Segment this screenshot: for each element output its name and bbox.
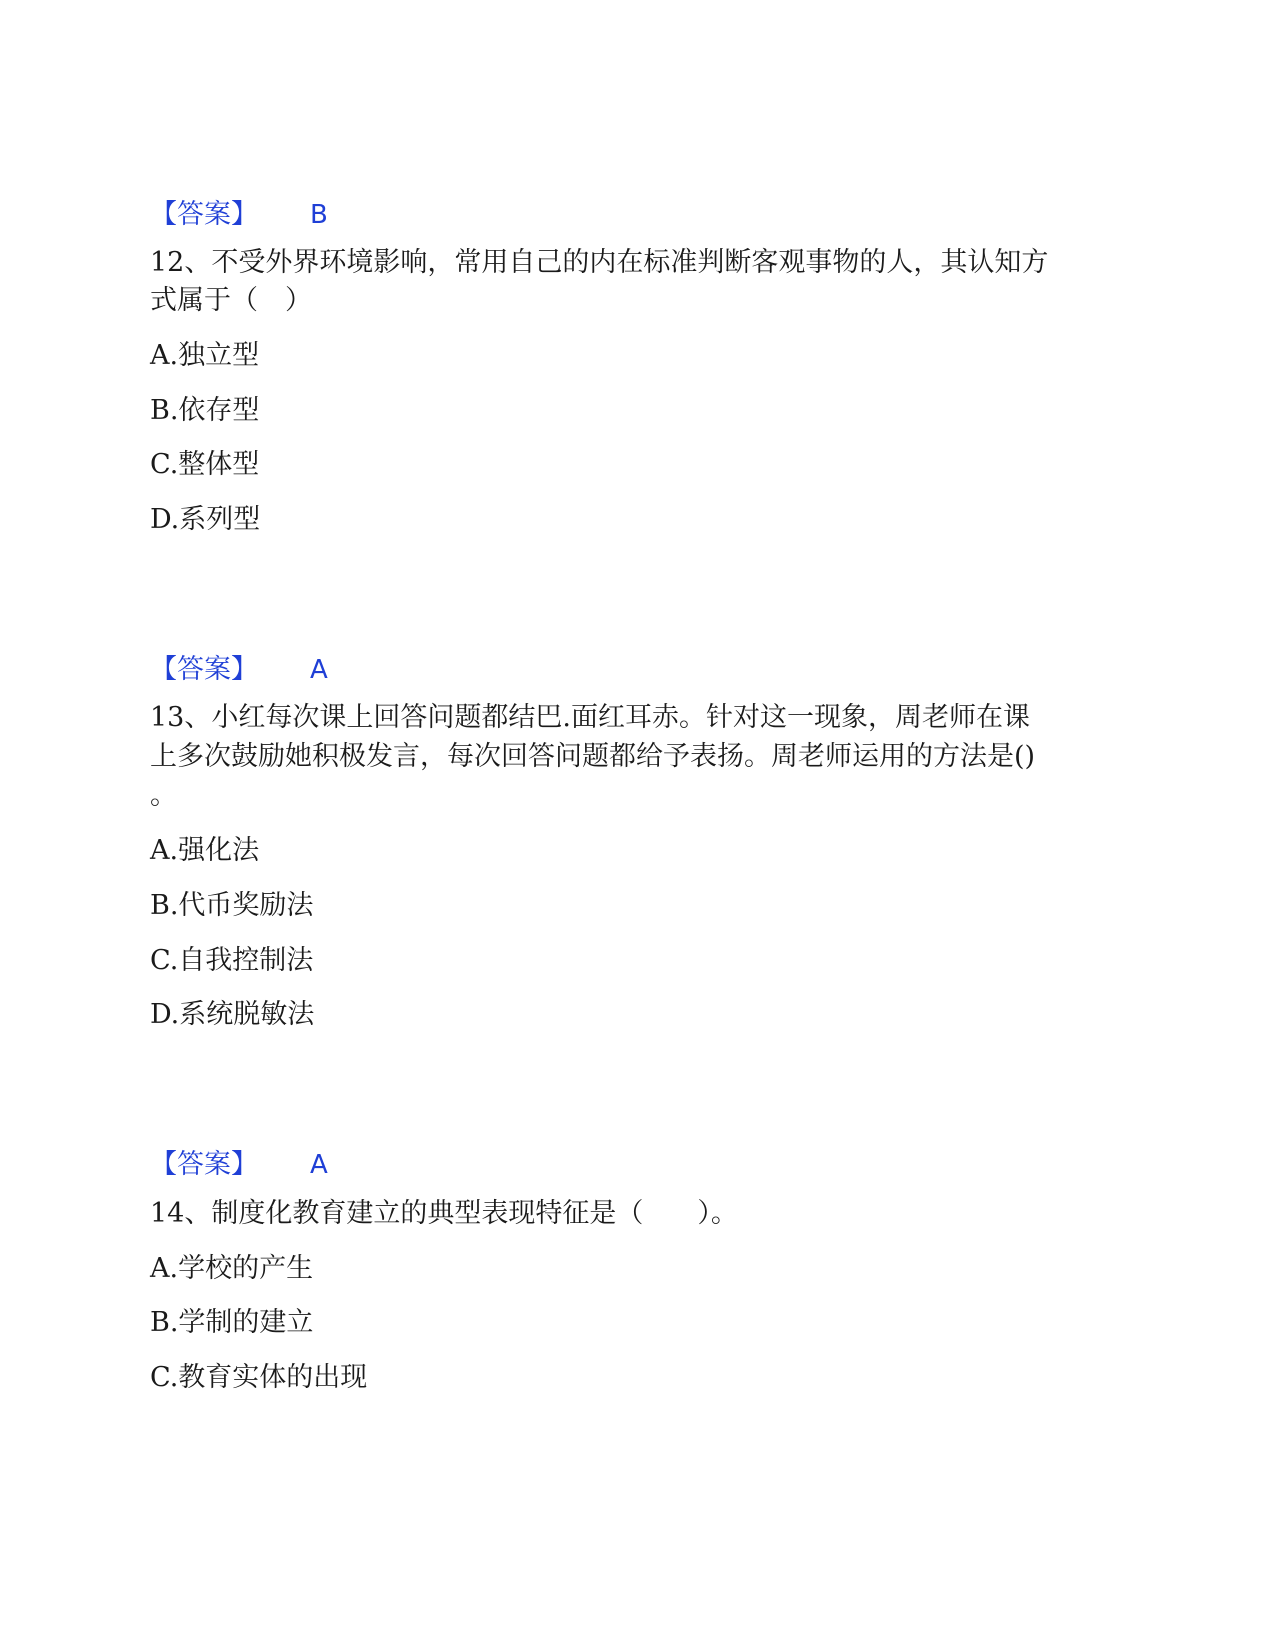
question-stem-line: 。	[150, 780, 177, 811]
option-a: A.学校的产生	[150, 1253, 314, 1284]
answer-row	[150, 1145, 550, 1185]
option-d: D.系统脱敏法	[150, 999, 315, 1030]
question-stem-line: 上多次鼓励她积极发言，每次回答问题都给予表扬。周老师运用的方法是()	[150, 741, 1036, 772]
option-d: D.系列型	[150, 504, 261, 535]
answer-value: B	[310, 200, 328, 230]
question-stem-line: 式属于（ ）	[150, 285, 312, 316]
option-b: B.依存型	[150, 395, 260, 426]
answer-value: A	[310, 1150, 328, 1180]
option-a: A.强化法	[150, 835, 260, 866]
option-c: C.整体型	[150, 449, 260, 480]
question-stem-line: 12、不受外界环境影响，常用自己的内在标准判断客观事物的人，其认知方	[150, 247, 1049, 278]
option-a: A.独立型	[150, 340, 260, 371]
option-c: C.教育实体的出现	[150, 1362, 368, 1393]
question-stem-line: 13、小红每次课上回答问题都结巴.面红耳赤。针对这一现象，周老师在课	[150, 702, 1030, 733]
option-c: C.自我控制法	[150, 945, 314, 976]
answer-row	[150, 195, 550, 235]
option-b: B.代币奖励法	[150, 890, 314, 921]
answer-label: 【答案】	[150, 199, 258, 230]
question-stem-line: 14、制度化教育建立的典型表现特征是（ ）。	[150, 1198, 738, 1229]
answer-label: 【答案】	[150, 1149, 258, 1180]
answer-label: 【答案】	[150, 654, 258, 685]
answer-value: A	[310, 655, 328, 685]
option-b: B.学制的建立	[150, 1307, 314, 1338]
answer-row	[150, 650, 550, 690]
